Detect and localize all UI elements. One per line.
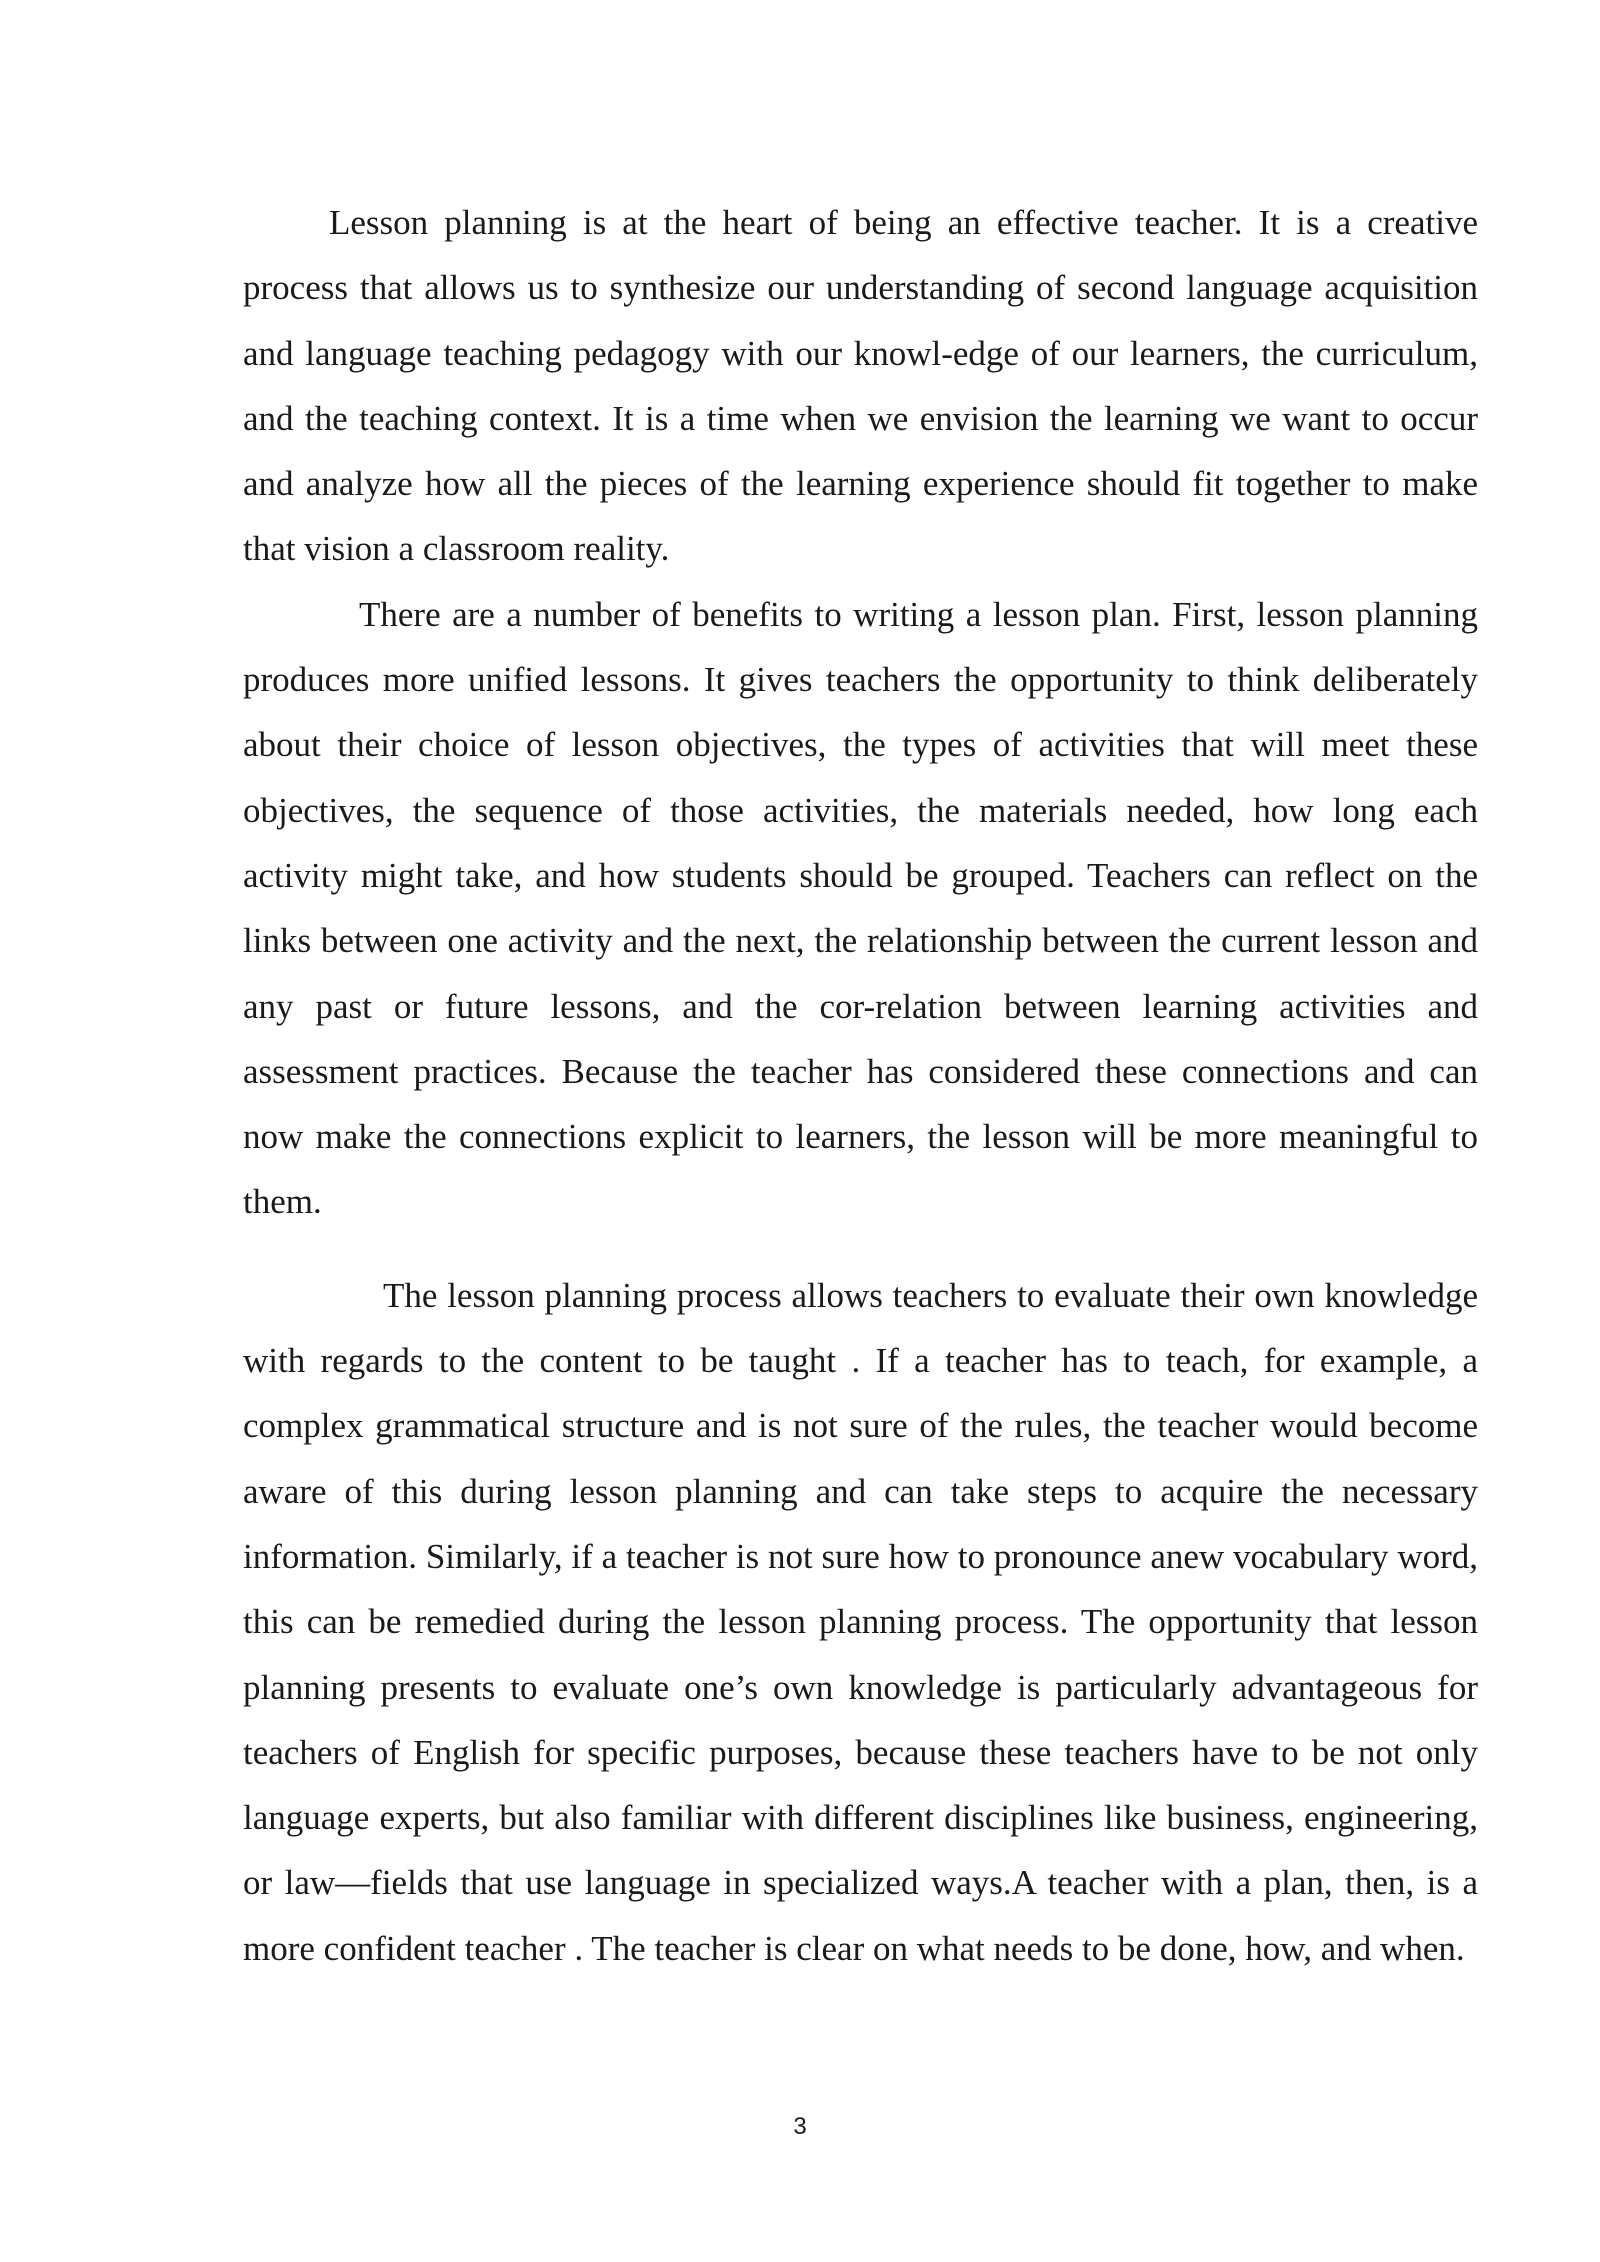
paragraph-lesson-planning-heart: Lesson planning is at the heart of being an effective teacher. It is a creative process that allows us to synthesize our understanding of second language acquisition and language teaching pedagogy with our knowl-edge of our learners, the curriculum, and the teaching context. It is a time when we envision the learning we want to occur and analyze how all the pieces of the learning experience should fit together to make that vision a classroom reality. [243,203,1478,569]
paragraph-evaluate-knowledge: The lesson planning process allows teachers to evaluate their own knowledge with regards to the content to be taught . If a teacher has to teach, for example, a complex grammatical structure and is not sure of the rules, the teacher would become aware of this during lesson planning and can take steps to acquire the necessary information. Similarly, if a teacher is not sure how to pronounce anew vocabulary word, this can be remedied during the lesson planning process. The opportunity that lesson planning presents to evaluate one’s own knowledge is particularly advantageous for teachers of English for specific purposes, because these teachers have to be not only language experts, but also familiar with different disciplines like business, engineering, or law—fields that use language in specialized ways.A teacher with a plan, then, is a more confident teacher . The teacher is clear on what needs to be done, how, and when. [243,1275,1478,1968]
body-text [243,190,1478,1981]
paragraph-benefits: There are a number of benefits to writing a lesson plan. First, lesson planning produces more unified lessons. It gives teachers the opportunity to think deliberately about their choice of lesson objectives, the types of activities that will meet these objectives, the sequence of those activities, the materials needed, how long each activity might take, and how students should be grouped. Teachers can reflect on the links between one activity and the next, the relationship between the current lesson and any past or future lessons, and the cor-relation between learning activities and assessment practices. Because the teacher has considered these connections and can now make the connections explicit to learners, the lesson will be more meaningful to them. [243,594,1478,1222]
page-number: 3 [793,2113,807,2140]
